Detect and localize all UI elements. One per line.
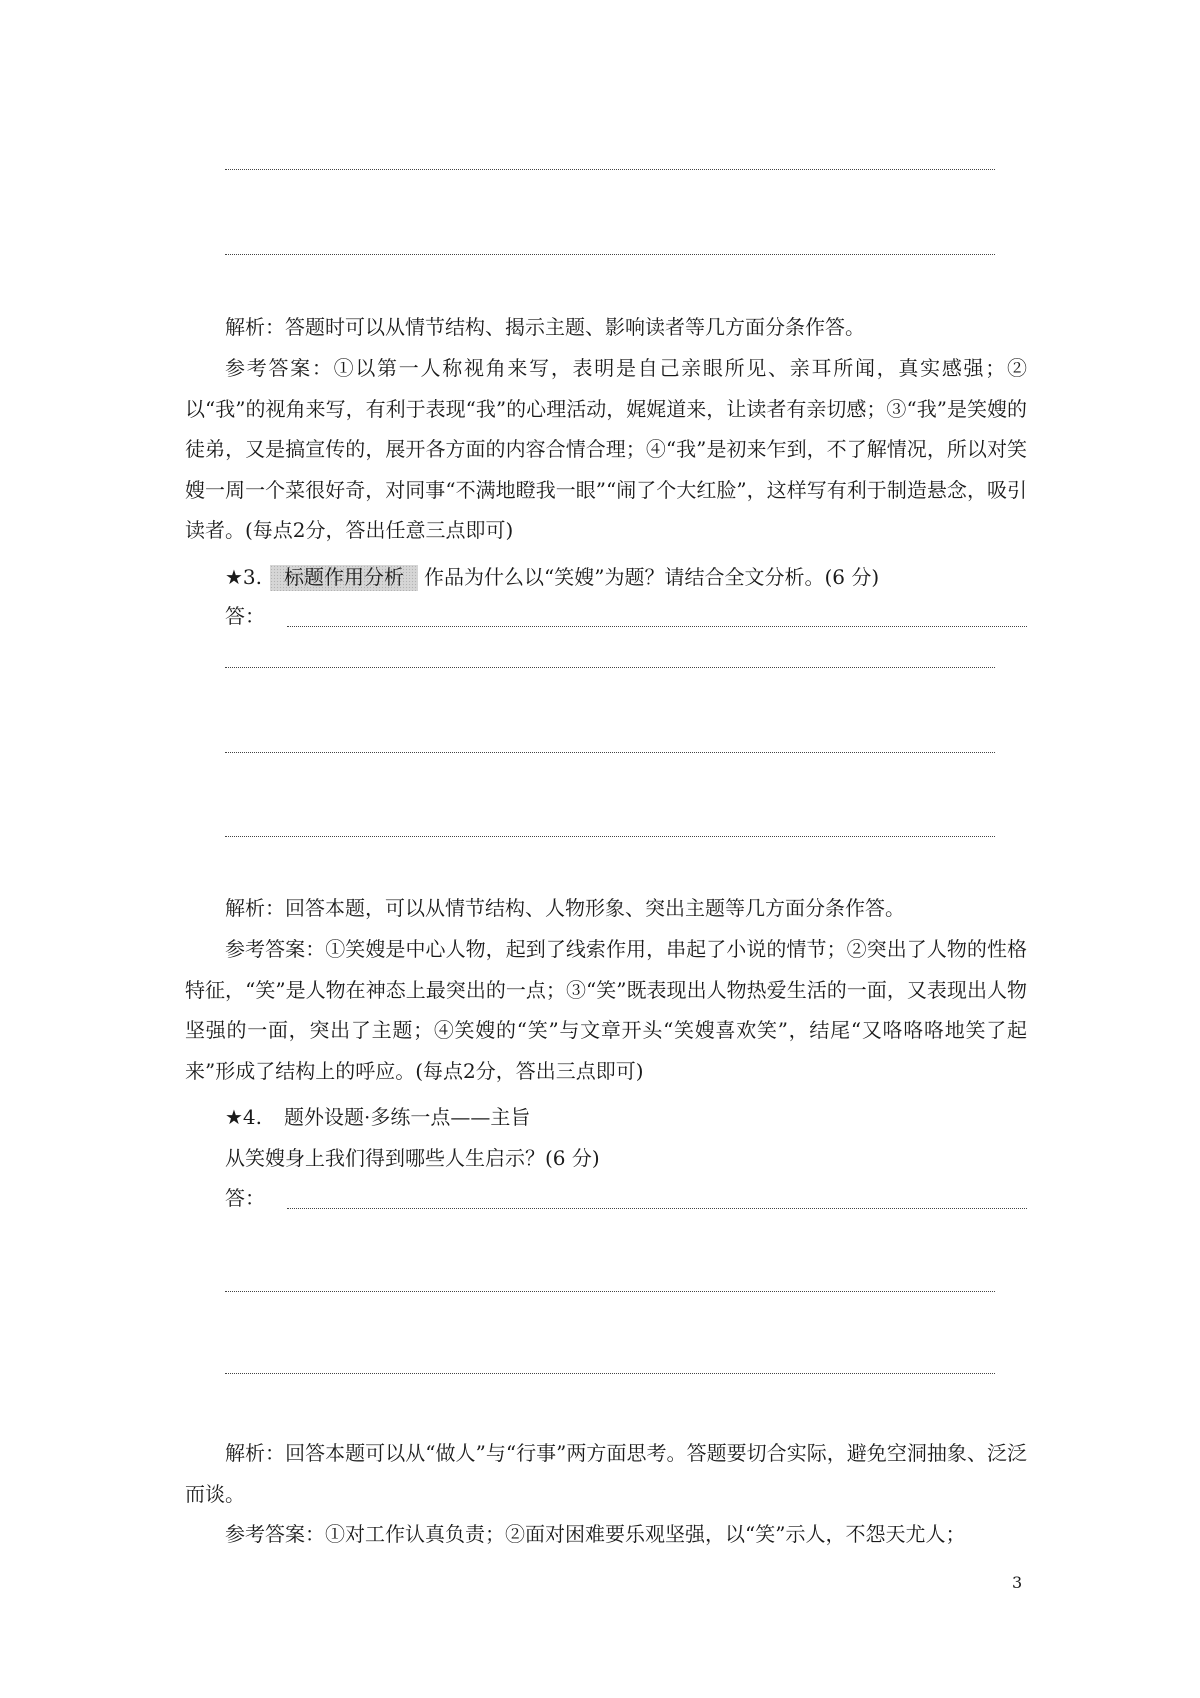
- page-number: 3: [1012, 1573, 1023, 1592]
- q3-analysis: 解析：回答本题，可以从情节结构、人物形象、突出主题等几方面分条作答。: [225, 896, 905, 920]
- q4-heading-text: 题外设题·多练一点——主旨: [284, 1105, 531, 1129]
- q4-question: 从笑嫂身上我们得到哪些人生启示？(6 分): [225, 1146, 600, 1170]
- q4-answer-line[interactable]: [225, 1291, 995, 1292]
- answer-line: [225, 254, 995, 255]
- q3-tag: 标题作用分析: [270, 565, 418, 591]
- q3-answer-line[interactable]: [287, 626, 1027, 627]
- q4-reference-answer: 参考答案：①对工作认真负责；②面对困难要乐观坚强，以“笑”示人，不怨天尤人；: [225, 1522, 966, 1546]
- q3-question: 作品为什么以“笑嫂”为题？请结合全文分析。(6 分): [424, 565, 880, 589]
- q4-answer-line[interactable]: [225, 1373, 995, 1374]
- q4-heading: [225, 1107, 530, 1127]
- q4-answer-line[interactable]: [287, 1208, 1027, 1209]
- q3-reference-answer: 参考答案：①笑嫂是中心人物，起到了线索作用，串起了小说的情节；②突出了人物的性格特征，“笑”是人物在神态上最突出的一点；③“笑”既表现出人物热爱生活的一面，又表现出人物坚强的一面，突出了主题；④笑嫂的“笑”与文章开头“笑嫂喜欢笑”，结尾“又咯咯咯地笑了起来”形成了结构上的呼应。(每点2分，答出三点即可): [185, 937, 1027, 1083]
- q3-answer-line[interactable]: [225, 667, 995, 668]
- q2-analysis: 解析：答题时可以从情节结构、揭示主题、影响读者等几方面分条作答。: [225, 315, 865, 339]
- q3-answer-line[interactable]: [225, 836, 995, 837]
- q3-heading: [225, 565, 879, 591]
- q2-reference-answer: 参考答案：①以第一人称视角来写，表明是自己亲眼所见、亲耳所闻，真实感强；②以“我”的视角来写，有利于表现“我”的心理活动，娓娓道来，让读者有亲切感；③“我”是笑嫂的徒弟，又是搞宣传的，展开各方面的内容合情合理；④“我”是初来乍到，不了解情况，所以对笑嫂一周一个菜很好奇，对同事“不满地瞪我一眼”“闹了个大红脸”，这样写有利于制造悬念，吸引读者。(每点2分，答出任意三点即可): [185, 356, 1027, 542]
- q4-number: ★4.: [225, 1105, 263, 1129]
- answer-line: [225, 169, 995, 170]
- q4-answer-label: 答：: [225, 1186, 265, 1210]
- q3-answer-label: 答：: [225, 604, 265, 628]
- q4-analysis: 解析：回答本题可以从“做人”与“行事”两方面思考。答题要切合实际，避免空洞抽象、泛泛而谈。: [185, 1441, 1027, 1506]
- q3-number: ★3.: [225, 565, 263, 589]
- q3-answer-line[interactable]: [225, 752, 995, 753]
